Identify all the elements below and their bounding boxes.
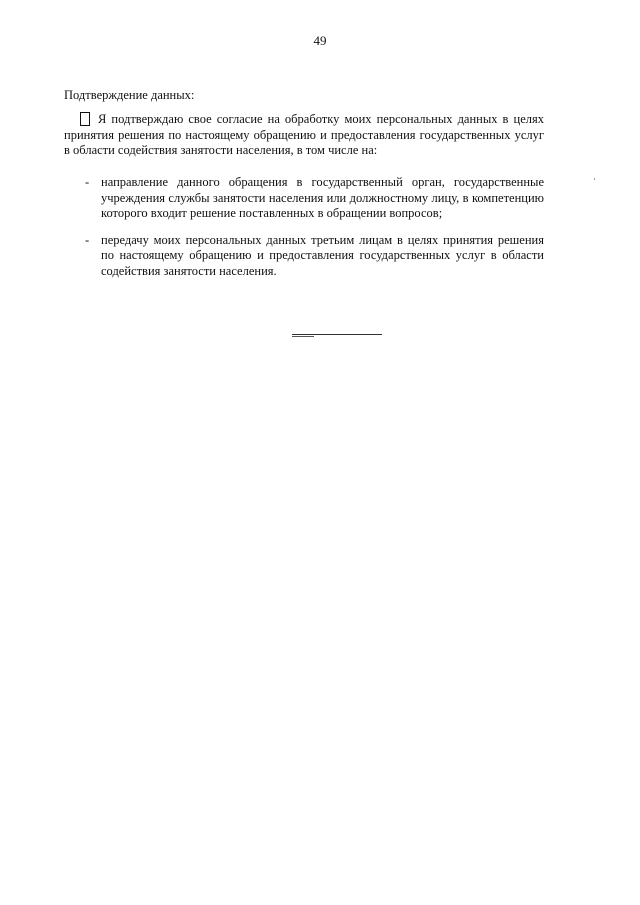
end-of-document-rule xyxy=(292,334,382,335)
list-item-text: направление данного обращения в государственный орган, государственные учреждения службы занятости населения или должностному лицу, в компетенцию которого входит решение поставленных в обращении вопросов; xyxy=(101,175,544,220)
consent-checkbox[interactable] xyxy=(80,112,90,126)
section-heading: Подтверждение данных: xyxy=(64,88,195,102)
consent-text: Я подтверждаю свое согласие на обработку моих персональных данных в целях принятия решения по настоящему обращению и предоставления государственных услуг в области содействия занятости населения, в том числе на: xyxy=(64,112,544,157)
list-item-text: передачу моих персональных данных третьим лицам в целях принятия решения по настоящему обращению и предоставления государственных услуг в области содействия занятости населения. xyxy=(101,232,544,278)
list-item-marker: - xyxy=(85,232,90,247)
scan-artifact xyxy=(594,178,595,180)
list-item xyxy=(64,175,544,222)
list-item-marker: - xyxy=(85,175,90,189)
consent-items-list xyxy=(64,175,544,290)
list-item xyxy=(64,233,544,280)
consent-statement xyxy=(64,112,544,159)
end-of-document-rule-accent xyxy=(292,336,314,337)
page-number: 49 xyxy=(313,33,327,48)
